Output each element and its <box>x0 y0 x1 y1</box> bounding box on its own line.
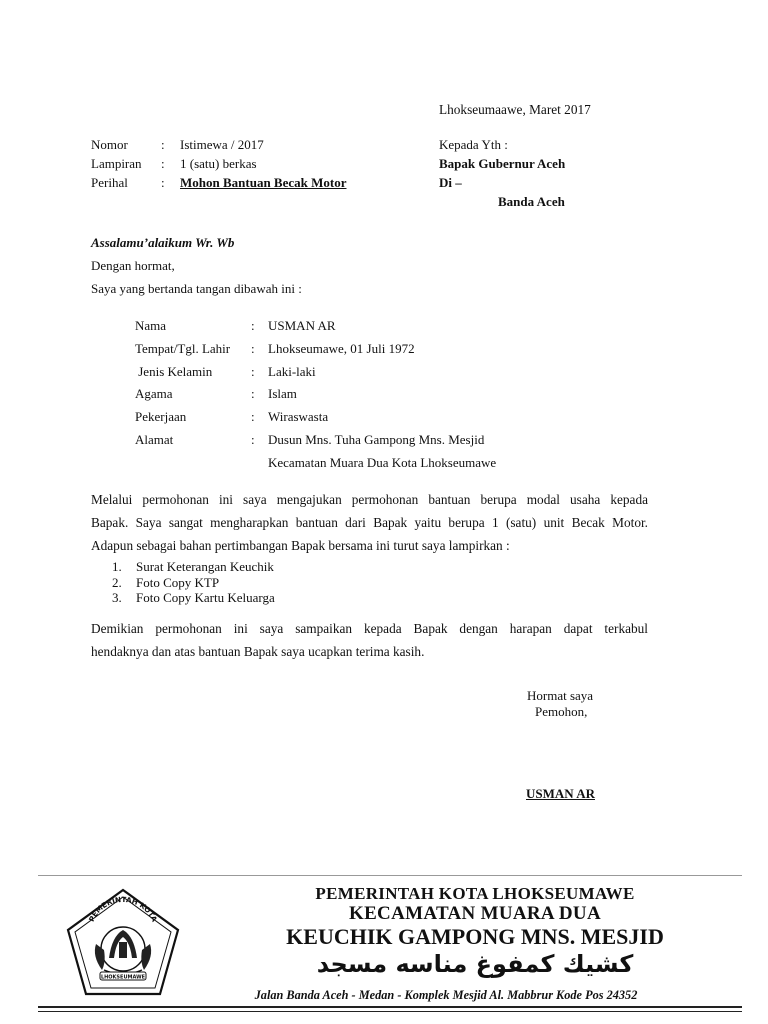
letterhead-line-2: KECAMATAN MUARA DUA <box>349 903 601 924</box>
body-line: Melalui permohonan ini saya mengajukan permohonan bantuan berupa modal usaha kepada <box>91 492 648 507</box>
recipient-city: Banda Aceh <box>498 194 565 209</box>
lampiran-colon: : <box>161 156 165 171</box>
identity-colon: : <box>251 386 255 401</box>
emblem-bottom-text: LHOKSEUMAWE <box>100 974 146 981</box>
list-number: 3. <box>112 590 122 605</box>
letterhead-arabic: كشيك كمفوغ مناسه مسجد <box>316 950 634 978</box>
identity-value: Lhokseumawe, 01 Juli 1972 <box>268 341 415 356</box>
nomor-label: Nomor <box>91 137 128 152</box>
body-line: Bapak. Saya sangat mengharapkan bantuan dari Bapak yaitu berupa 1 (satu) unit Becak Motor. <box>91 515 648 530</box>
identity-value: Laki-laki <box>268 364 316 379</box>
list-number: 1. <box>112 559 122 574</box>
letterhead-top-rule <box>38 875 742 876</box>
identity-colon: : <box>251 409 255 424</box>
letterhead-line-3: KEUCHIK GAMPONG MNS. MESJID <box>286 924 664 949</box>
perihal-colon: : <box>161 175 165 190</box>
nomor-value: Istimewa / 2017 <box>180 137 264 152</box>
letterhead-bottom-rule-thin <box>38 1011 742 1012</box>
salam: Assalamu’alaikum Wr. Wb <box>91 235 235 250</box>
identity-label: Agama <box>135 386 173 401</box>
body-paragraph-1 <box>91 488 648 557</box>
recipient-di: Di – <box>439 175 462 190</box>
identity-value: USMAN AR <box>268 318 336 333</box>
body-line: Adapun sebagai bahan pertimbangan Bapak bersama ini turut saya lampirkan : <box>91 538 510 553</box>
body-line: hendaknya dan atas bantuan Bapak saya ucapkan terima kasih. <box>91 644 425 659</box>
attachment-list <box>91 559 275 606</box>
nomor-colon: : <box>161 137 165 152</box>
identity-value-continued: Kecamatan Muara Dua Kota Lhokseumawe <box>268 455 497 470</box>
signature-role: Pemohon, <box>535 704 588 719</box>
identity-label: Alamat <box>135 432 174 447</box>
identity-colon: : <box>251 432 255 447</box>
list-text: Foto Copy KTP <box>136 574 220 590</box>
emblem-top-text: PEMERINTAH KOTA <box>86 894 160 924</box>
perihal-label: Perihal <box>91 175 128 190</box>
identity-label: Nama <box>135 318 167 333</box>
identity-colon: : <box>251 341 255 356</box>
government-emblem-icon <box>64 886 182 998</box>
perihal-value: Mohon Bantuan Becak Motor <box>180 175 347 190</box>
list-item <box>91 559 275 575</box>
body-line: Demikian permohonan ini saya sampaikan kepada Bapak dengan harapan dapat terkabul <box>91 621 648 636</box>
identity-value: Dusun Mns. Tuha Gampong Mns. Mesjid <box>268 432 485 447</box>
list-text: Surat Keterangan Keuchik <box>136 559 274 574</box>
letterhead-bottom-rule <box>38 1006 742 1008</box>
list-item <box>91 575 275 591</box>
letterhead-line-1: PEMERINTAH KOTA LHOKSEUMAWE <box>315 884 635 903</box>
identity-colon: : <box>251 318 255 333</box>
letter-date: Lhokseumaawe, Maret 2017 <box>439 102 591 117</box>
list-number: 2. <box>112 574 122 590</box>
greeting-intro: Saya yang bertanda tangan dibawah ini : <box>91 281 302 296</box>
lampiran-label: Lampiran <box>91 156 142 171</box>
identity-value: Islam <box>268 386 297 401</box>
list-text: Foto Copy Kartu Keluarga <box>136 590 275 605</box>
lampiran-value: 1 (satu) berkas <box>180 156 257 171</box>
identity-value: Wiraswasta <box>268 409 329 424</box>
letterhead-address: Jalan Banda Aceh - Medan - Komplek Mesjid Al. Mabbrur Kode Pos 24352 <box>254 988 638 1002</box>
identity-label: Tempat/Tgl. Lahir <box>135 341 231 356</box>
greeting-hormat: Dengan hormat, <box>91 258 175 273</box>
recipient-name: Bapak Gubernur Aceh <box>439 156 566 171</box>
identity-label: Jenis Kelamin <box>135 364 213 379</box>
body-paragraph-2 <box>91 617 648 663</box>
recipient-kepada: Kepada Yth : <box>439 137 508 152</box>
signature-name: USMAN AR <box>526 786 595 801</box>
identity-label: Pekerjaan <box>135 409 187 424</box>
identity-colon: : <box>251 364 255 379</box>
signature-closing: Hormat saya <box>527 688 594 703</box>
list-item <box>91 590 275 606</box>
